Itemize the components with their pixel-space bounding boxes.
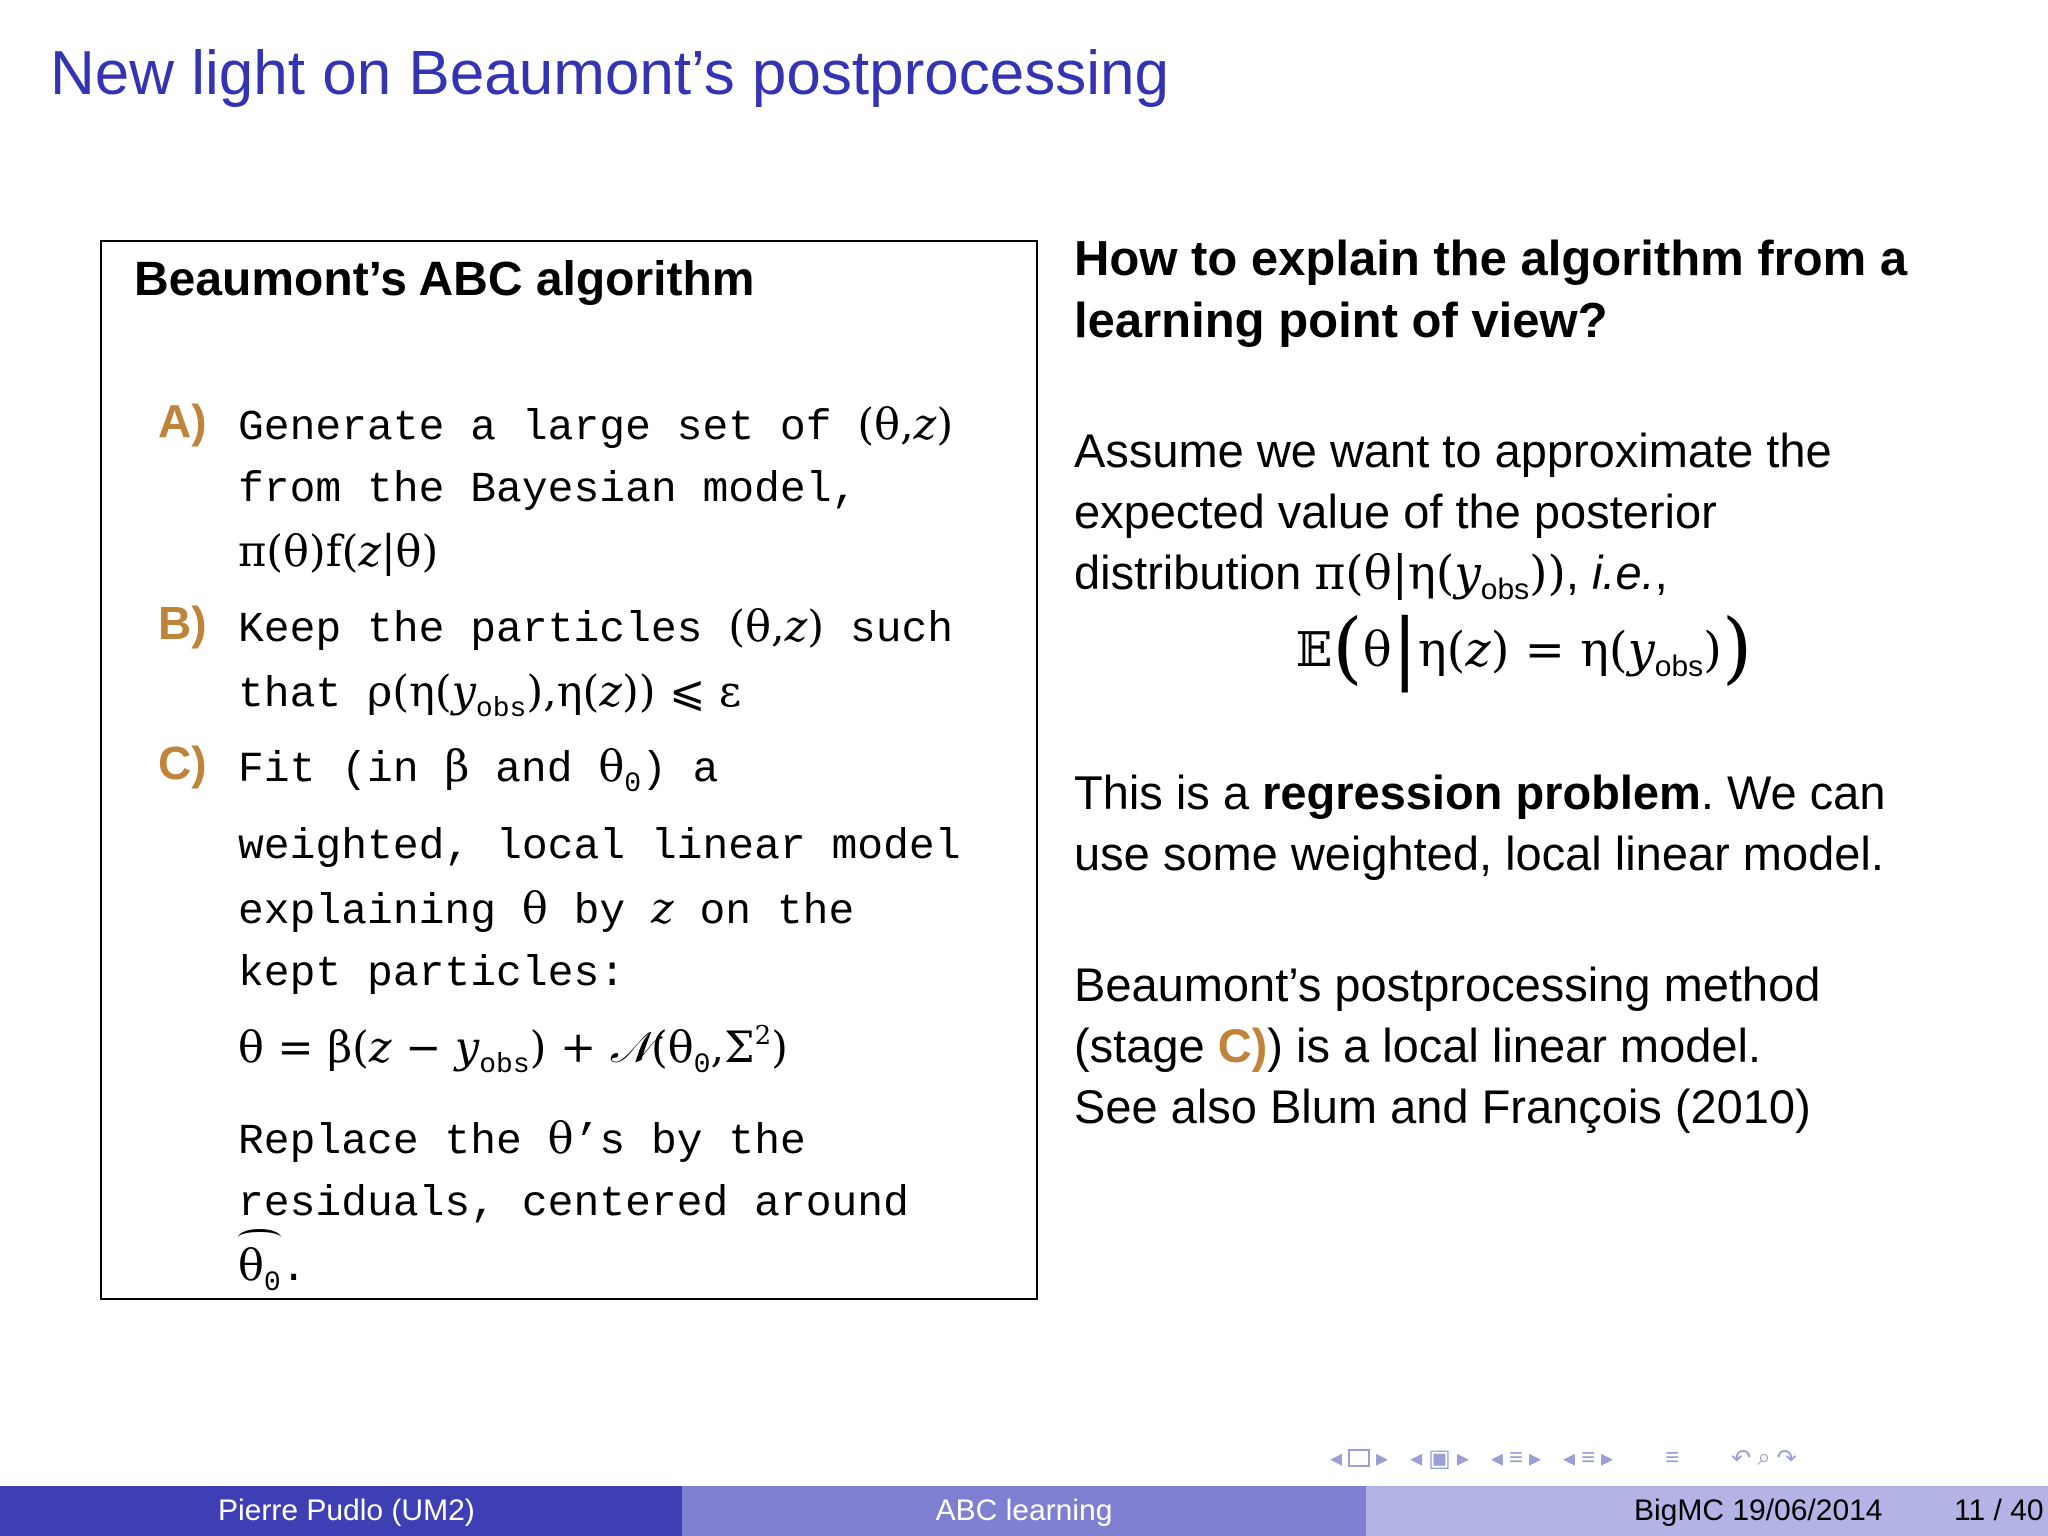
beaumont-line-3: See also Blum and François (2010) bbox=[1074, 1080, 1811, 1133]
step-c-text-6: by bbox=[573, 887, 626, 936]
nav-doc-right-icon[interactable]: ▸ bbox=[1601, 1444, 1614, 1472]
step-c-text-3: a bbox=[692, 745, 719, 794]
footer-author: Pierre Pudlo (UM2) bbox=[218, 1494, 475, 1527]
regression-bold: regression problem bbox=[1262, 766, 1701, 819]
replace-text-2: ’s by the bbox=[573, 1117, 806, 1166]
step-b-letter: B) bbox=[158, 597, 207, 649]
step-c-text-5: explaining bbox=[238, 887, 497, 936]
step-a-body: Generate a large set of (θ,z) from the Bayesian model, π(θ)f(z|θ) bbox=[238, 400, 954, 577]
footer-title-cell bbox=[682, 1486, 1366, 1536]
footer-event: BigMC 19/06/2014 bbox=[1634, 1494, 1883, 1527]
nav-doc-icon[interactable]: ≡ bbox=[1581, 1444, 1596, 1471]
nav-doc-left-icon[interactable]: ◂ bbox=[1562, 1444, 1576, 1472]
assume-line-1: Assume we want to approximate the bbox=[1074, 424, 1832, 477]
regression-paragraph bbox=[1074, 762, 2014, 884]
step-a-text-1: Generate a large set of bbox=[238, 403, 832, 452]
slide-title: New light on Beaumont’s postprocessing bbox=[50, 39, 1169, 108]
ie-text: i.e. bbox=[1591, 546, 1655, 599]
footer-author-cell bbox=[0, 1486, 682, 1536]
footer-bar bbox=[0, 1486, 2048, 1536]
algorithm-title: Beaumont’s ABC algorithm bbox=[134, 253, 755, 306]
replace-body: Replace the θ’s by the residuals, centered around $\theta_0$. bbox=[238, 1108, 1028, 1315]
step-b-text-3: that bbox=[238, 670, 342, 719]
replace-text-3: residuals, centered around bbox=[238, 1179, 909, 1228]
step-b-body: Keep the particles (θ,z) such that $\rho(\eta(y_{obs}),\eta(z))$ ⩽ ε bbox=[238, 602, 954, 725]
nav-frame-icon[interactable] bbox=[1348, 1449, 1370, 1467]
algorithm-box bbox=[100, 240, 1038, 1300]
beaumont-paragraph bbox=[1074, 954, 2014, 1137]
nav-back-icon[interactable]: ↶ bbox=[1731, 1444, 1752, 1472]
regression-text-3: use some weighted, local linear model. bbox=[1074, 827, 1884, 880]
assume-line-2: expected value of the posterior bbox=[1074, 485, 1717, 538]
step-c-text-1: Fit (in bbox=[238, 745, 419, 794]
nav-section-icon[interactable]: ≡ bbox=[1508, 1444, 1523, 1471]
replace-text-1: Replace the bbox=[238, 1117, 522, 1166]
nav-toc-icon[interactable]: ≡ bbox=[1665, 1444, 1680, 1471]
expectation-formula: 𝔼(θ|η(z) = $\eta(y_{obs})$) bbox=[1295, 603, 1753, 693]
beaumont-line-2a: (stage bbox=[1074, 1019, 1205, 1072]
nav-subsection-left-icon[interactable]: ◂ bbox=[1410, 1444, 1423, 1472]
nav-left-arrow-icon[interactable]: ◂ bbox=[1330, 1444, 1343, 1472]
regression-text-2: . We can bbox=[1700, 766, 1886, 819]
step-a-text-2: from the Bayesian model, bbox=[238, 465, 858, 514]
step-b-text-1: Keep the particles bbox=[238, 605, 703, 654]
assume-line-3: distribution bbox=[1074, 546, 1302, 599]
nav-section-right-icon[interactable]: ▸ bbox=[1528, 1444, 1541, 1472]
footer-page-number: 11 / 40 bbox=[1954, 1494, 2044, 1527]
nav-forward-icon[interactable]: ↷ bbox=[1776, 1444, 1797, 1472]
step-c-body: Fit (in β and $\theta_0$) a weighted, local linear model explaining θ by z on the kept particles: $\theta = \beta(z - y_{obs})$ + $𝒩(\theta_0,\Sigma^2)$ bbox=[238, 742, 961, 1081]
footer-short-title: ABC learning bbox=[935, 1494, 1113, 1527]
nav-section-left-icon[interactable]: ◂ bbox=[1490, 1444, 1503, 1472]
regression-text-1: This is a bbox=[1074, 766, 1249, 819]
assume-paragraph: Assume we want to approximate the expected value of the posterior distribution $\pi(\theta|\eta(y_{obs}))$, i.e., bbox=[1074, 424, 1832, 606]
step-c-text-2: and bbox=[495, 745, 573, 794]
nav-right-arrow-icon[interactable]: ▸ bbox=[1376, 1444, 1389, 1472]
beaumont-line-1: Beaumont’s postprocessing method bbox=[1074, 958, 1821, 1011]
nav-subsection-icon[interactable]: ▣ bbox=[1428, 1444, 1451, 1472]
nav-subsection-right-icon[interactable]: ▸ bbox=[1456, 1444, 1469, 1472]
nav-search-icon[interactable]: ⌕ bbox=[1757, 1444, 1771, 1471]
beaumont-stage-c: C) bbox=[1217, 1019, 1268, 1072]
question-heading: How to explain the algorithm from a learning point of view? bbox=[1074, 232, 1908, 348]
beaumont-line-2c: ) is a local linear model. bbox=[1267, 1019, 1762, 1072]
step-c-text-4: weighted, local linear model bbox=[238, 822, 961, 871]
beamer-navigation bbox=[1330, 1440, 2030, 1476]
step-c-letter: C) bbox=[158, 737, 207, 789]
step-c-text-7: on the bbox=[699, 887, 855, 936]
step-c-text-8: kept particles: bbox=[238, 949, 626, 998]
step-b-text-2: such bbox=[849, 605, 954, 654]
step-a-letter: A) bbox=[158, 395, 207, 447]
footer-event-cell bbox=[1366, 1486, 2048, 1536]
